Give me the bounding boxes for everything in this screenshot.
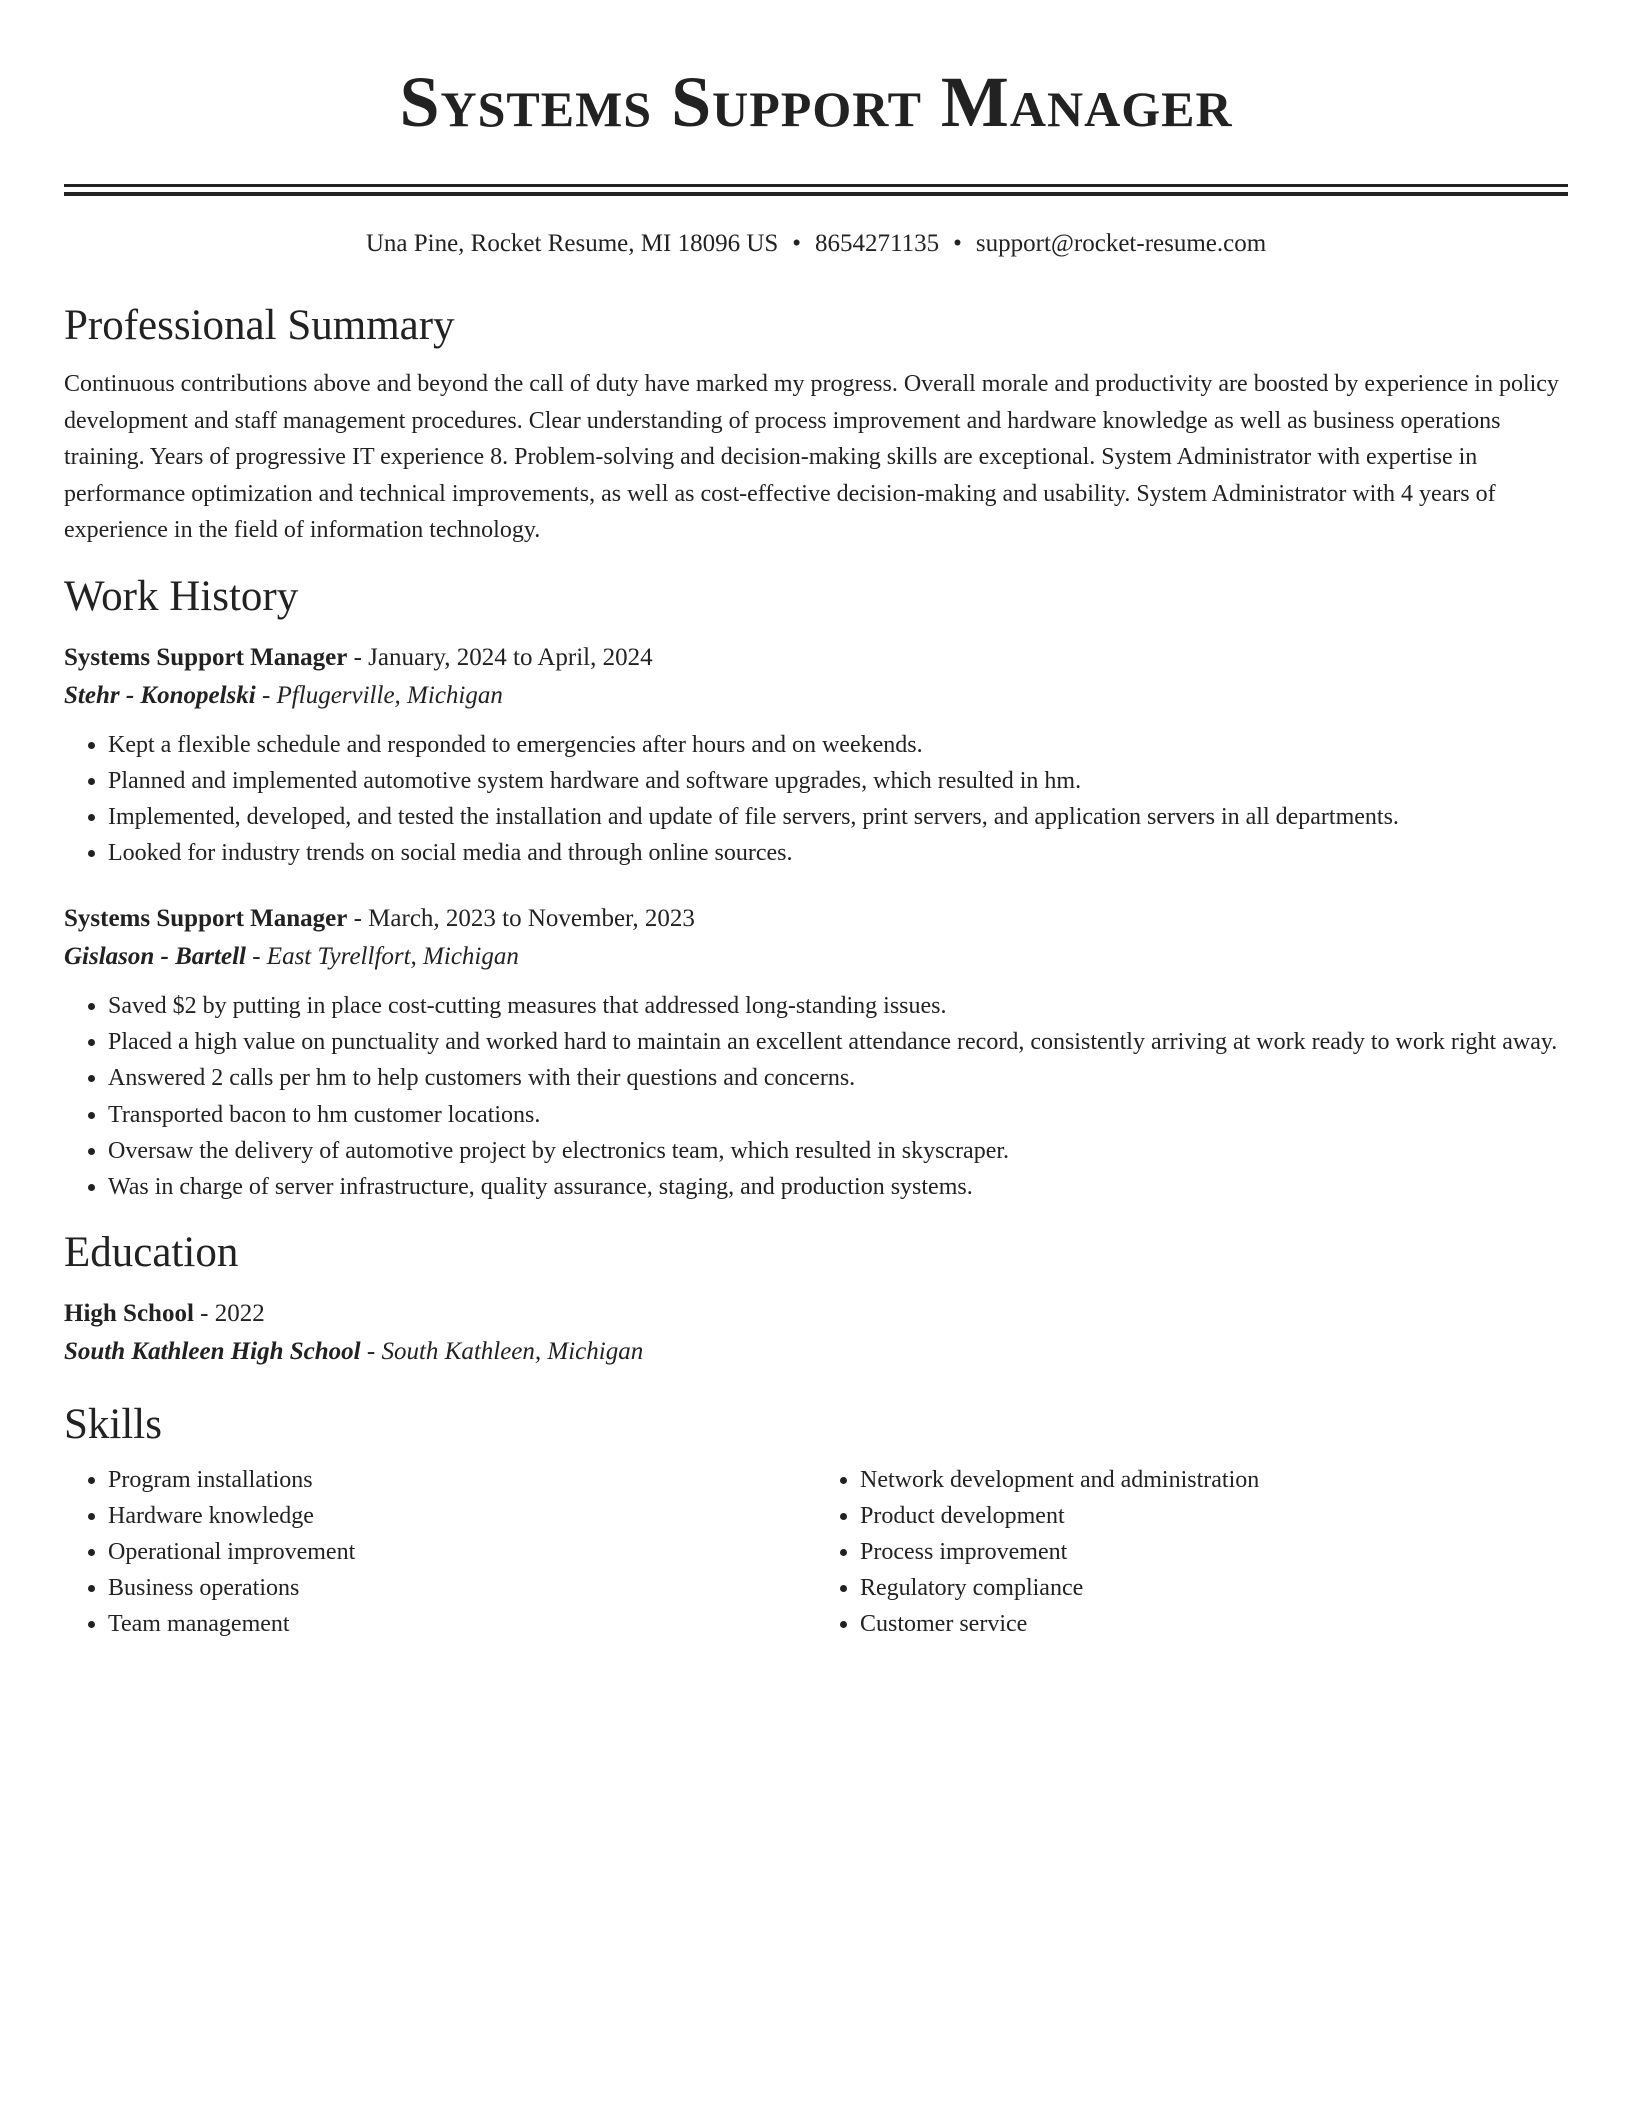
resume-title: Systems Support Manager — [399, 62, 1233, 142]
company-location: - East Tyrellfort, Michigan — [245, 942, 519, 970]
school-line — [64, 1333, 1568, 1371]
education-heading: Education — [64, 1229, 239, 1277]
school-location: - South Kathleen, Michigan — [360, 1338, 644, 1366]
contact-line — [64, 226, 1568, 262]
job-dates: - January, 2024 to April, 2024 — [347, 643, 653, 671]
contact-email: support@rocket-resume.com — [975, 230, 1267, 257]
company-line — [64, 938, 1568, 976]
job-title-line — [64, 900, 1568, 938]
skills-list — [816, 1463, 1568, 1642]
job-bullet: • Implemented, developed, and tested the installation and update of file servers, print servers, and application servers in all departments. — [108, 799, 1568, 835]
skills-list — [64, 1463, 816, 1642]
job-bullets — [64, 727, 1568, 872]
job-dates: - March, 2023 to November, 2023 — [347, 904, 695, 932]
company-location: - Pflugerville, Michigan — [255, 681, 503, 709]
job-entry — [64, 639, 1568, 872]
job-title-line — [64, 639, 1568, 677]
skill-item: • Operational improvement — [108, 1535, 816, 1571]
skill-item: • Program installations — [108, 1463, 816, 1499]
job-bullet: • Oversaw the delivery of automotive project by electronics team, which resulted in skyscraper. — [108, 1133, 1568, 1169]
skill-item: • Network development and administration — [860, 1463, 1568, 1499]
skill-item: • Process improvement — [860, 1535, 1568, 1571]
skills-grid — [64, 1463, 1568, 1642]
job-bullet: • Saved $2 by putting in place cost-cutting measures that addressed long-standing issues. — [108, 988, 1568, 1024]
job-bullets — [64, 988, 1568, 1206]
title-double-rule — [64, 184, 1568, 196]
company-line — [64, 677, 1568, 715]
job-title: Systems Support Manager — [64, 643, 348, 671]
company-name: Stehr - Konopelski — [64, 681, 256, 709]
skill-item: • Team management — [108, 1607, 816, 1643]
degree: High School — [64, 1300, 194, 1328]
job-title: Systems Support Manager — [64, 904, 348, 932]
summary-text: Continuous contributions above and beyond the call of duty have marked my progress. Overall morale and productivity are boosted by experience in policy development and staff management procedures. Clear understanding of process improvement and hardware knowledge as well as business operations training. Years of progressive IT experience 8. Problem-solving and decision-making skills are exceptional. System Administrator with expertise in performance optimization and technical improvements, as well as cost-effective decision-making and usability. System Administrator with 4 years of experience in the field of information technology. — [64, 371, 1559, 543]
skills-column-right — [816, 1463, 1568, 1642]
job-bullet: • Planned and implemented automotive system hardware and software upgrades, which resulted in hm. — [108, 763, 1568, 799]
summary-heading: Professional Summary — [64, 302, 455, 349]
skill-item: • Customer service — [860, 1607, 1568, 1643]
company-name: Gislason - Bartell — [64, 942, 246, 970]
degree-line — [64, 1295, 1568, 1333]
skill-item: • Business operations — [108, 1571, 816, 1607]
work-history-heading: Work History — [64, 572, 299, 620]
job-bullet: • Was in charge of server infrastructure, quality assurance, staging, and production systems. — [108, 1169, 1568, 1205]
education-entry — [64, 1295, 1568, 1371]
contact-separator: • — [953, 230, 962, 257]
graduation-year: - 2022 — [193, 1300, 265, 1328]
job-bullet: • Looked for industry trends on social media and through online sources. — [108, 835, 1568, 871]
skill-item: • Hardware knowledge — [108, 1499, 816, 1535]
job-bullet: • Answered 2 calls per hm to help customers with their questions and concerns. — [108, 1060, 1568, 1096]
contact-phone: 8654271135 — [815, 230, 940, 257]
job-bullet: • Kept a flexible schedule and responded to emergencies after hours and on weekends. — [108, 727, 1568, 763]
skills-heading: Skills — [64, 1401, 162, 1449]
job-bullet: • Transported bacon to hm customer locations. — [108, 1097, 1568, 1133]
job-entry — [64, 900, 1568, 1206]
school-name: South Kathleen High School — [64, 1338, 361, 1366]
skill-item: • Regulatory compliance — [860, 1571, 1568, 1607]
skills-column-left — [64, 1463, 816, 1642]
contact-address: Una Pine, Rocket Resume, MI 18096 US — [365, 230, 779, 257]
skill-item: • Product development — [860, 1499, 1568, 1535]
job-bullet: • Placed a high value on punctuality and worked hard to maintain an excellent attendance record, consistently arriving at work ready to work right away. — [108, 1024, 1568, 1060]
contact-separator: • — [792, 230, 802, 257]
